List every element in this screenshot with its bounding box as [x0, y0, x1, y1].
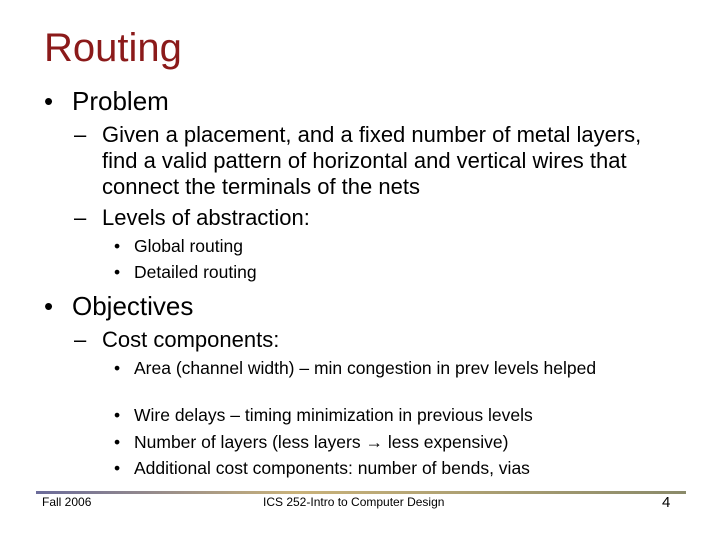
dash-icon: – [74, 205, 87, 230]
bullet-icon: • [114, 458, 121, 478]
sub-sub-bullet-text: Number of layers (less layers → less expensive) [134, 432, 509, 452]
sub-sub-bullet-detailed-routing [114, 262, 634, 283]
sub-sub-bullet-additional-costs [114, 458, 634, 479]
sub-bullet-levels-of-abstraction [74, 205, 674, 231]
sub-sub-bullet-wire-delays [114, 405, 634, 426]
bullet-icon: • [114, 432, 121, 452]
bullet-problem [44, 86, 169, 116]
sub-bullet-text: Levels of abstraction: [102, 205, 310, 230]
bullet-icon: • [114, 358, 121, 378]
dash-icon: – [74, 327, 87, 352]
bullet-text: Objectives [72, 291, 194, 321]
sub-sub-bullet-text: Additional cost components: number of bends, vias [134, 458, 530, 478]
sub-sub-bullet-text: Area (channel width) – min congestion in prev levels helped [134, 358, 597, 378]
bullet-icon: • [114, 262, 121, 282]
dash-icon: – [74, 122, 87, 147]
sub-bullet-problem-definition [74, 122, 674, 200]
sub-sub-bullet-text: Detailed routing [134, 262, 257, 282]
slide-title: Routing [44, 26, 182, 70]
bullet-objectives [44, 291, 193, 321]
sub-sub-bullet-text: Global routing [134, 236, 243, 256]
footer-course: ICS 252-Intro to Computer Design [263, 495, 445, 509]
sub-bullet-text: Given a placement, and a fixed number of metal layers, find a valid pattern of horizontal and vertical wires that connect the terminals of the nets [102, 122, 642, 199]
sub-bullet-text: Cost components: [102, 327, 280, 352]
footer-divider [36, 491, 686, 494]
sub-sub-bullet-number-of-layers [114, 432, 634, 453]
sub-sub-bullet-global-routing [114, 236, 634, 257]
bullet-icon: • [44, 86, 54, 116]
bullet-text: Problem [72, 86, 169, 116]
bullet-icon: • [44, 291, 54, 321]
sub-sub-bullet-area [114, 358, 604, 379]
sub-bullet-cost-components [74, 327, 674, 353]
footer-date: Fall 2006 [42, 495, 92, 509]
bullet-icon: • [114, 405, 121, 425]
sub-sub-bullet-text: Wire delays – timing minimization in previous levels [134, 405, 533, 425]
bullet-icon: • [114, 236, 121, 256]
page-number: 4 [662, 494, 671, 511]
